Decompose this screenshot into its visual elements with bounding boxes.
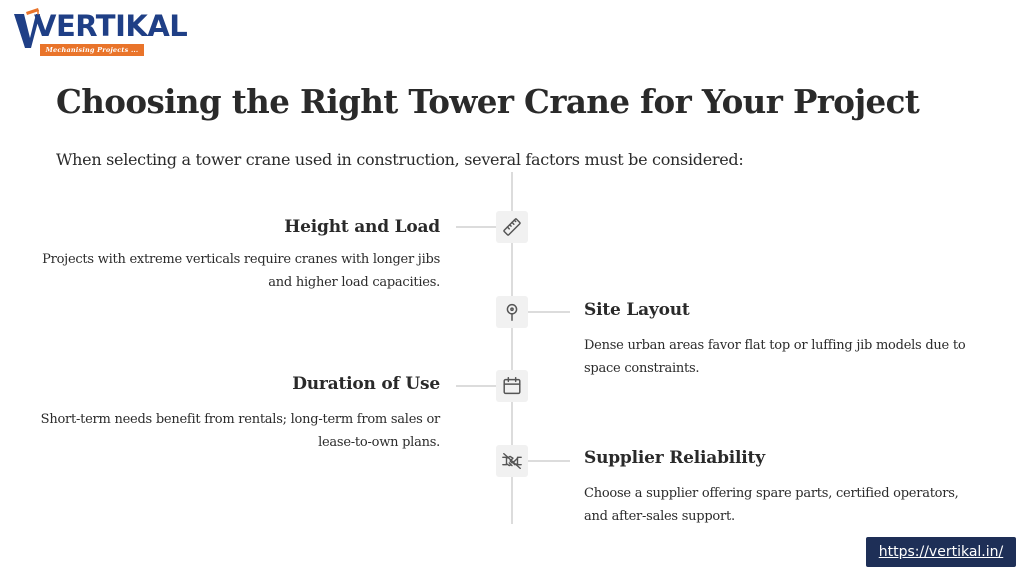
logo-tagline: Mechanising Projects ... [40, 44, 144, 56]
factor-description: Short-term needs benefit from rentals; long-term from sales or lease-to-own plans. [40, 412, 440, 450]
timeline-connector [528, 460, 570, 462]
timeline-connector [456, 226, 496, 228]
map-pin-icon [501, 301, 523, 323]
brand-logo[interactable] [12, 8, 188, 56]
website-link[interactable]: https://vertikal.in/ [878, 544, 1004, 560]
timeline-connector [528, 311, 570, 313]
timeline-connector [456, 385, 496, 387]
calendar-icon [501, 375, 523, 397]
factor-description: Dense urban areas favor flat top or luffing jib models due to space constraints. [584, 338, 966, 376]
factor-description: Choose a supplier offering spare parts, certified operators, and after-sales support. [584, 486, 959, 524]
timeline-node [496, 445, 528, 477]
timeline-node [496, 370, 528, 402]
timeline-node [496, 296, 528, 328]
website-link-box[interactable] [866, 537, 1016, 567]
factor-title: Height and Load [284, 217, 440, 237]
ruler-icon [501, 216, 523, 238]
logo-brand-name: VERTIKAL [34, 9, 188, 43]
page-subtitle: When selecting a tower crane used in construction, several factors must be considered: [56, 150, 744, 169]
factor-title: Site Layout [584, 300, 690, 320]
factor-title: Supplier Reliability [584, 448, 765, 468]
timeline-node [496, 211, 528, 243]
factor-title: Duration of Use [292, 374, 440, 394]
handshake-icon [501, 450, 523, 472]
page-title: Choosing the Right Tower Crane for Your Project [56, 82, 920, 121]
factor-description: Projects with extreme verticals require cranes with longer jibs and higher load capacities. [42, 252, 440, 290]
